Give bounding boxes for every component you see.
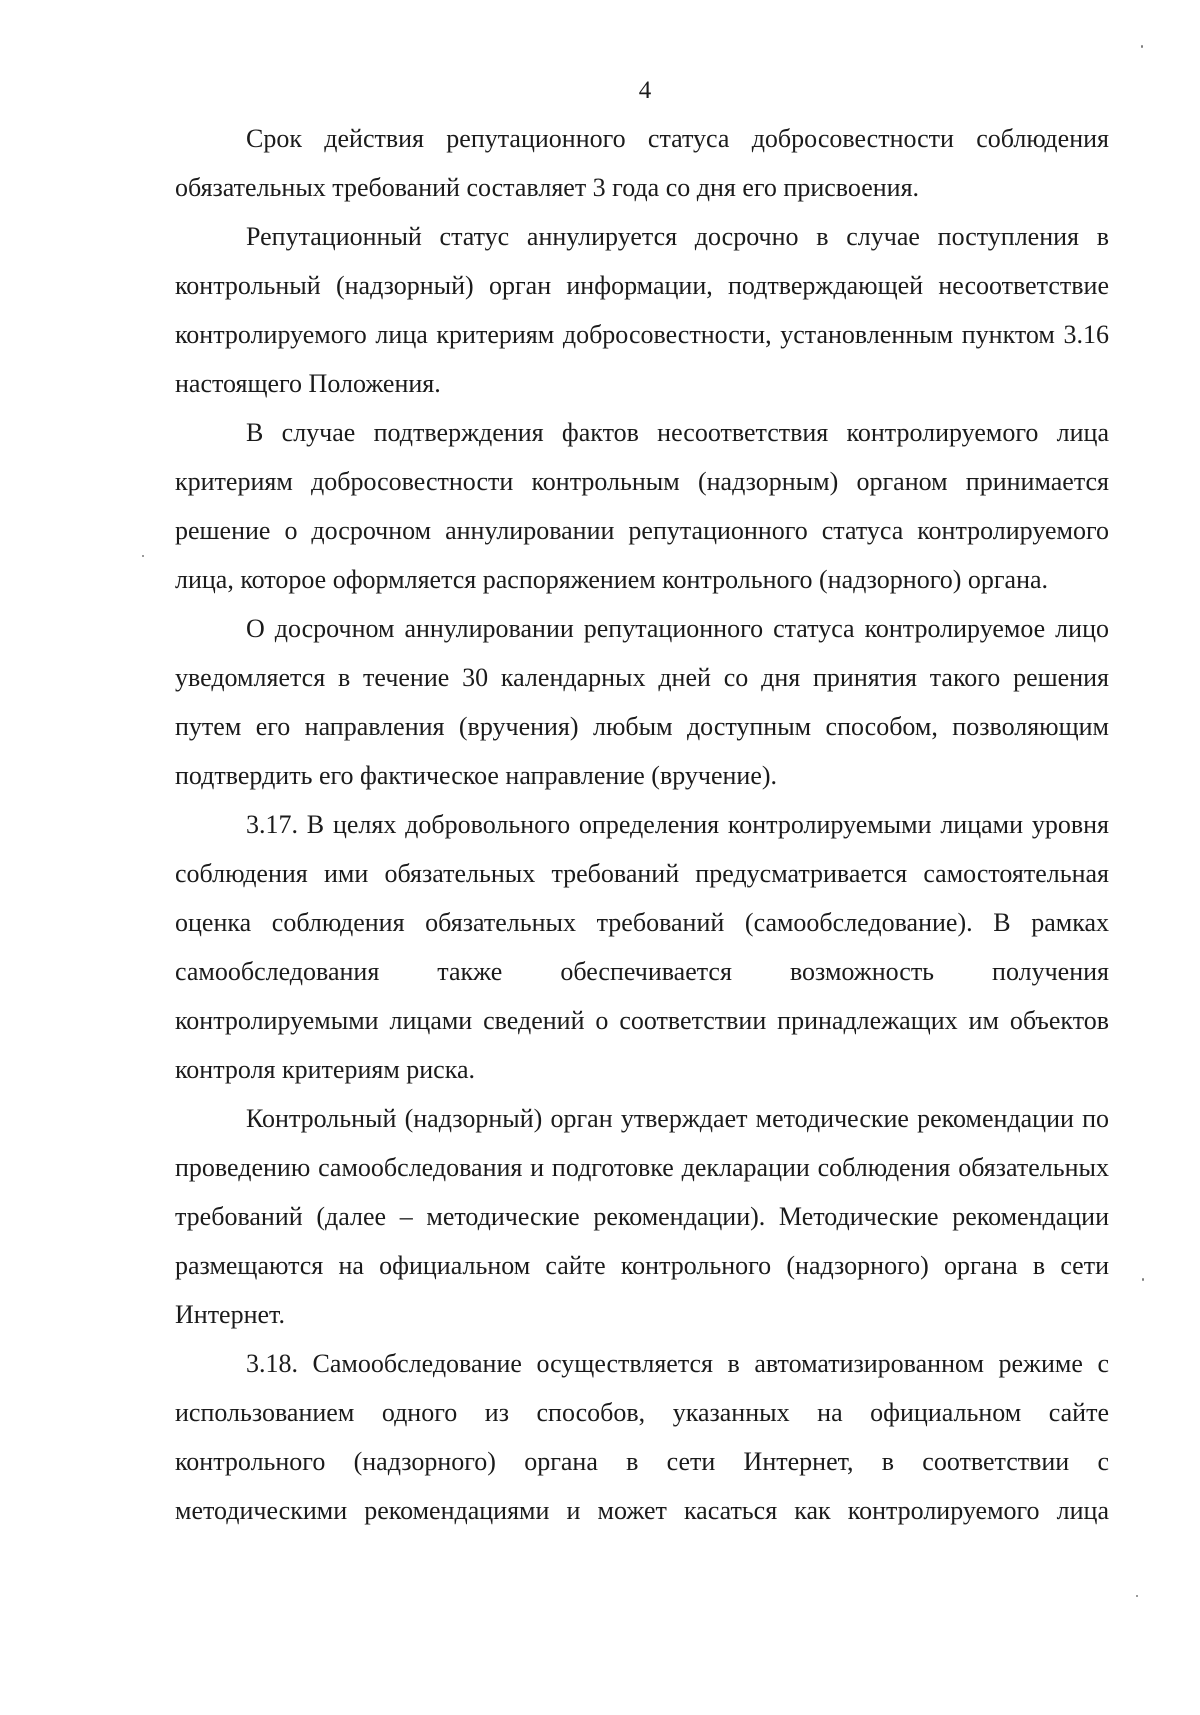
paragraph-section-3-18: 3.18. Самообследование осуществляется в автоматизированном режиме с использованием одного из способов, указанных на официальном сайте контрольного (надзорного) органа в сети Интернет, в соответствии с методическими рекомендациями и может касаться как контролируемого лица xyxy=(175,1349,1109,1525)
paragraph-annulment-decision: В случае подтверждения фактов несоответствия контролируемого лица критериям добросовестности контрольным (надзорным) органом принимается решение о досрочном аннулировании репутационного статуса контролируемого лица, которое оформляется распоряжением контрольного (надзорного) органа. xyxy=(175,418,1109,594)
paragraph-annulment-notice: О досрочном аннулировании репутационного статуса контролируемое лицо уведомляется в течение 30 календарных дней со дня принятия такого решения путем его направления (вручения) любым доступным способом, позволяющим подтвердить его фактическое направление (вручение). xyxy=(175,614,1109,790)
paragraph-status-annulment: Репутационный статус аннулируется досрочно в случае поступления в контрольный (надзорный) орган информации, подтверждающей несоответствие контролируемого лица критериям добросовестности, установленным пунктом 3.16 настоящего Положения. xyxy=(175,222,1109,398)
page-number: 4 xyxy=(638,77,652,104)
scan-speck xyxy=(1141,45,1143,48)
scan-speck xyxy=(1142,1278,1144,1281)
document-body xyxy=(175,114,1109,1535)
paragraph-methodical-recommendations: Контрольный (надзорный) орган утверждает методические рекомендации по проведению самообследования и подготовке декларации соблюдения обязательных требований (далее – методические рекомендации). Методические рекомендации размещаются на официальном сайте контрольного (надзорного) органа в сети Интернет. xyxy=(175,1104,1109,1329)
paragraph-section-3-17: 3.17. В целях добровольного определения контролируемыми лицами уровня соблюдения ими обязательных требований предусматривается самостоятельная оценка соблюдения обязательных требований (самообследование). В рамках самообследования также обеспечивается возможность получения контролируемыми лицами сведений о соответствии принадлежащих им объектов контроля критериям риска. xyxy=(175,810,1109,1084)
paragraph-status-validity: Срок действия репутационного статуса добросовестности соблюдения обязательных требований составляет 3 года со дня его присвоения. xyxy=(175,124,1109,202)
scan-speck xyxy=(1136,1595,1138,1597)
scan-speck xyxy=(142,555,144,557)
